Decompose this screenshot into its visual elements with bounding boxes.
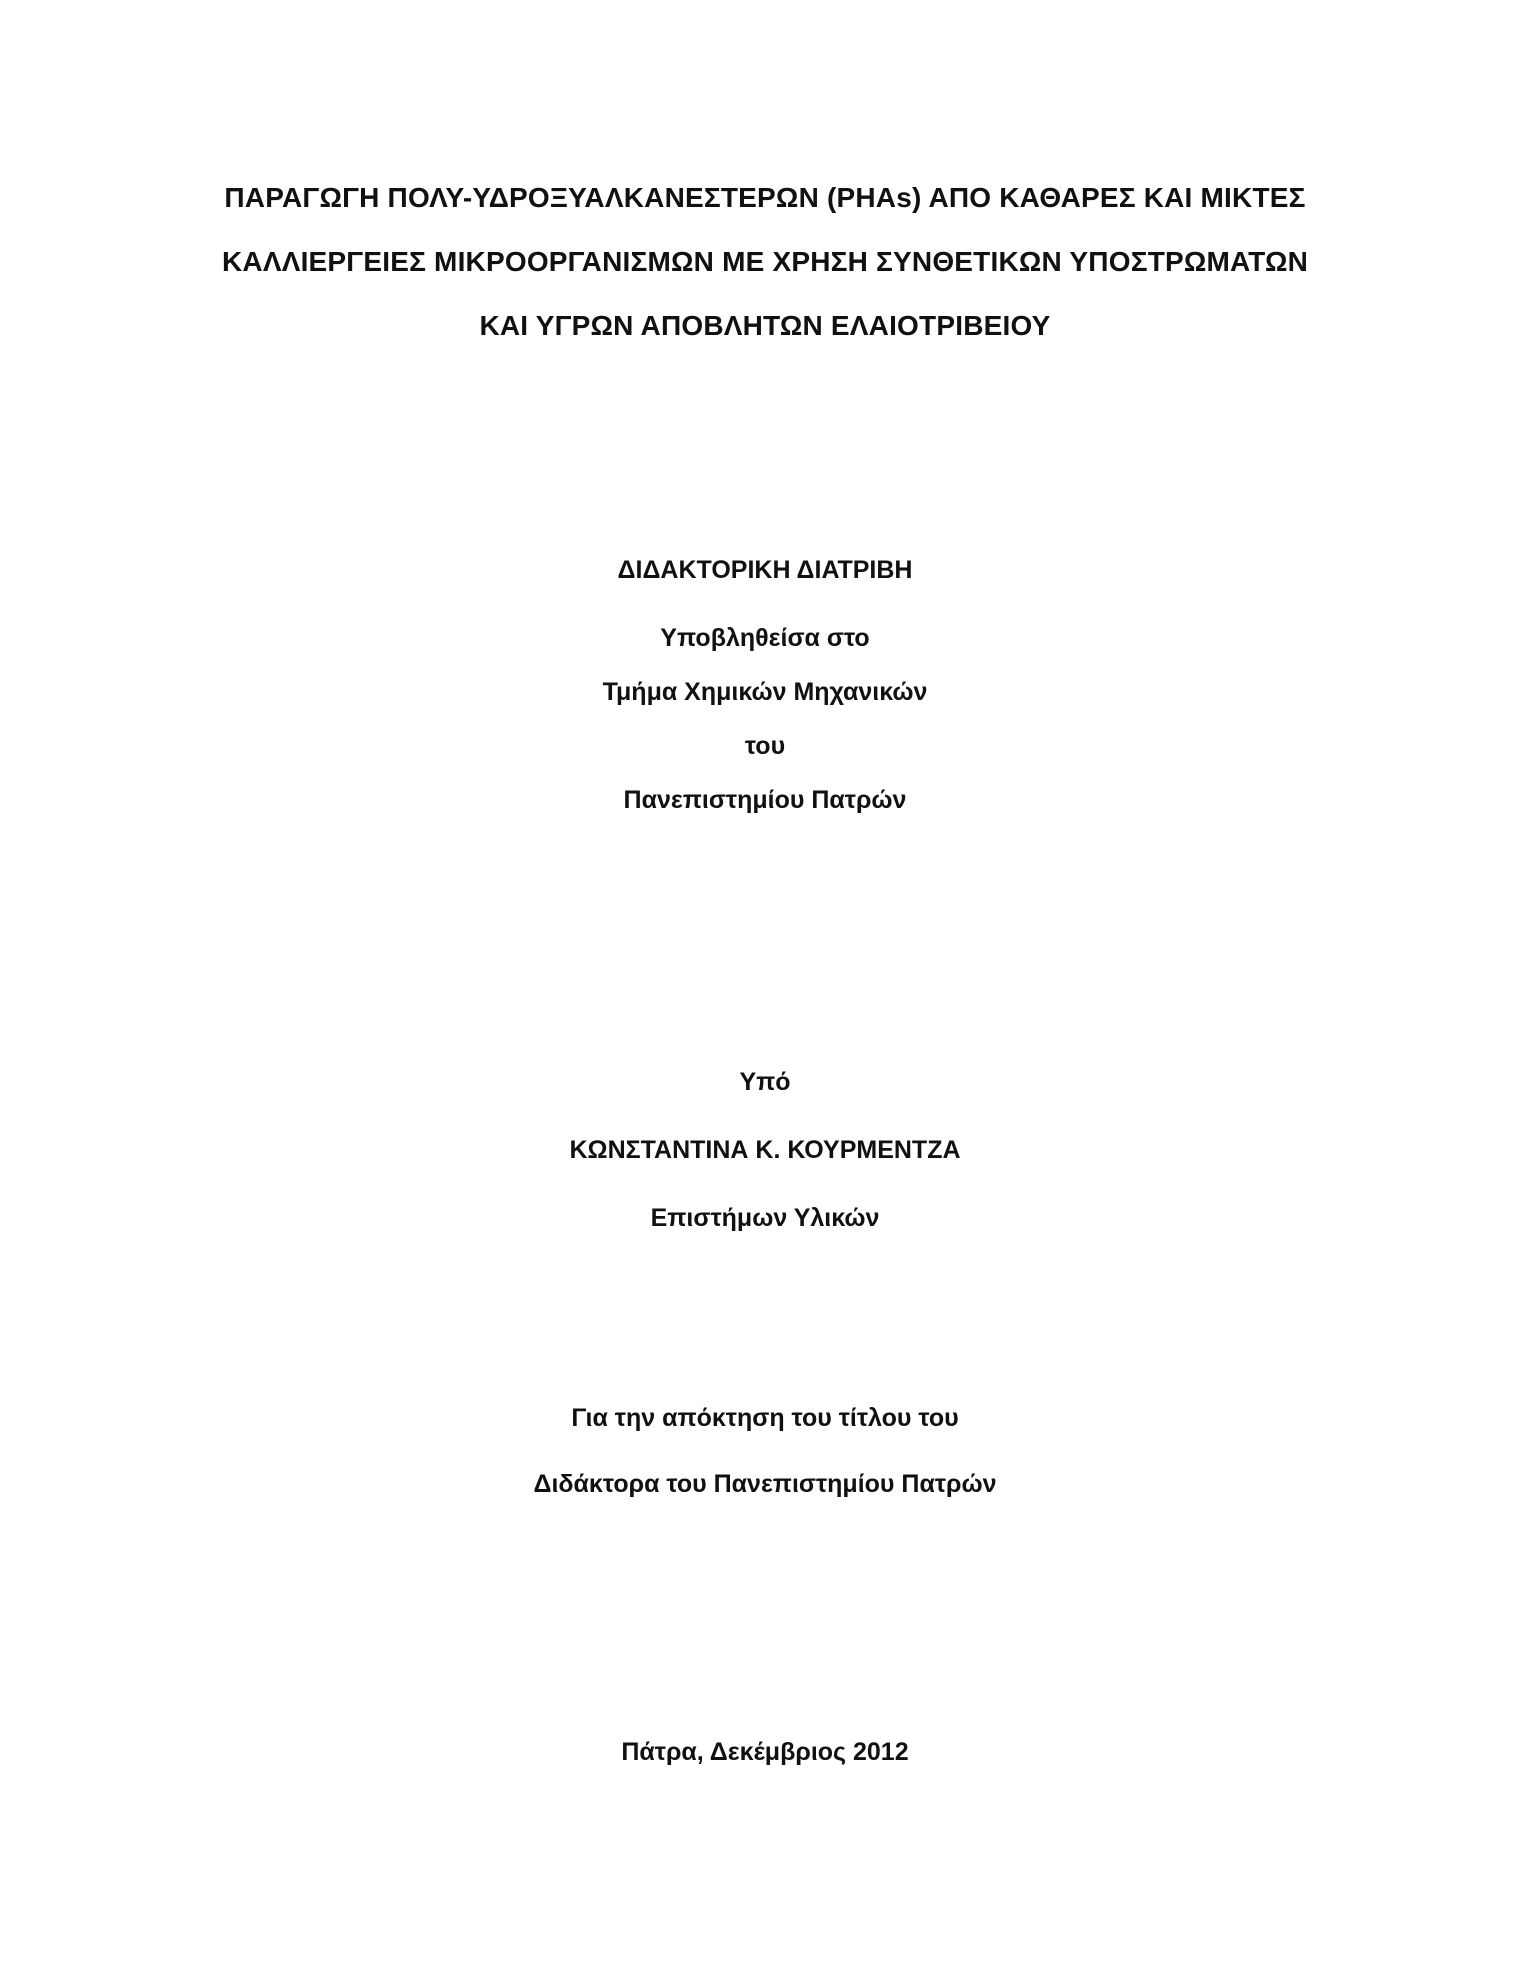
submitted-label: Υποβληθείσα στο — [660, 624, 870, 652]
thesis-type: ΔΙΔΑΚΤΟΡΙΚΗ ΔΙΑΤΡΙΒΗ — [617, 556, 913, 584]
degree-purpose: Για την απόκτηση του τίτλου του — [571, 1404, 959, 1432]
by-label: Υπό — [739, 1068, 791, 1096]
university-name: Πανεπιστημίου Πατρών — [623, 786, 907, 814]
place-date: Πάτρα, Δεκέμβριος 2012 — [621, 1738, 909, 1766]
of-label: του — [744, 732, 786, 760]
thesis-title-line-3: ΚΑΙ ΥΓΡΩΝ ΑΠΟΒΛΗΤΩΝ ΕΛΑΙΟΤΡΙΒΕΙΟΥ — [479, 310, 1051, 341]
author-profession: Επιστήμων Υλικών — [650, 1204, 880, 1232]
thesis-title-line-1: ΠΑΡΑΓΩΓΗ ΠΟΛΥ-ΥΔΡΟΞΥΑΛΚΑΝΕΣΤΕΡΩΝ (PHAs) ΑΠΟ ΚΑΘΑΡΕΣ ΚΑΙ ΜΙΚΤΕΣ — [224, 182, 1306, 213]
degree-title: Διδάκτορα του Πανεπιστημίου Πατρών — [533, 1470, 997, 1498]
department-name: Τμήμα Χημικών Μηχανικών — [602, 678, 928, 706]
author-name: ΚΩΝΣΤΑΝΤΙΝΑ Κ. ΚΟΥΡΜΕΝΤΖΑ — [569, 1136, 961, 1164]
thesis-title-line-2: ΚΑΛΛΙΕΡΓΕΙΕΣ ΜΙΚΡΟΟΡΓΑΝΙΣΜΩΝ ΜΕ ΧΡΗΣΗ ΣΥΝΘΕΤΙΚΩΝ ΥΠΟΣΤΡΩΜΑΤΩΝ — [221, 246, 1309, 277]
